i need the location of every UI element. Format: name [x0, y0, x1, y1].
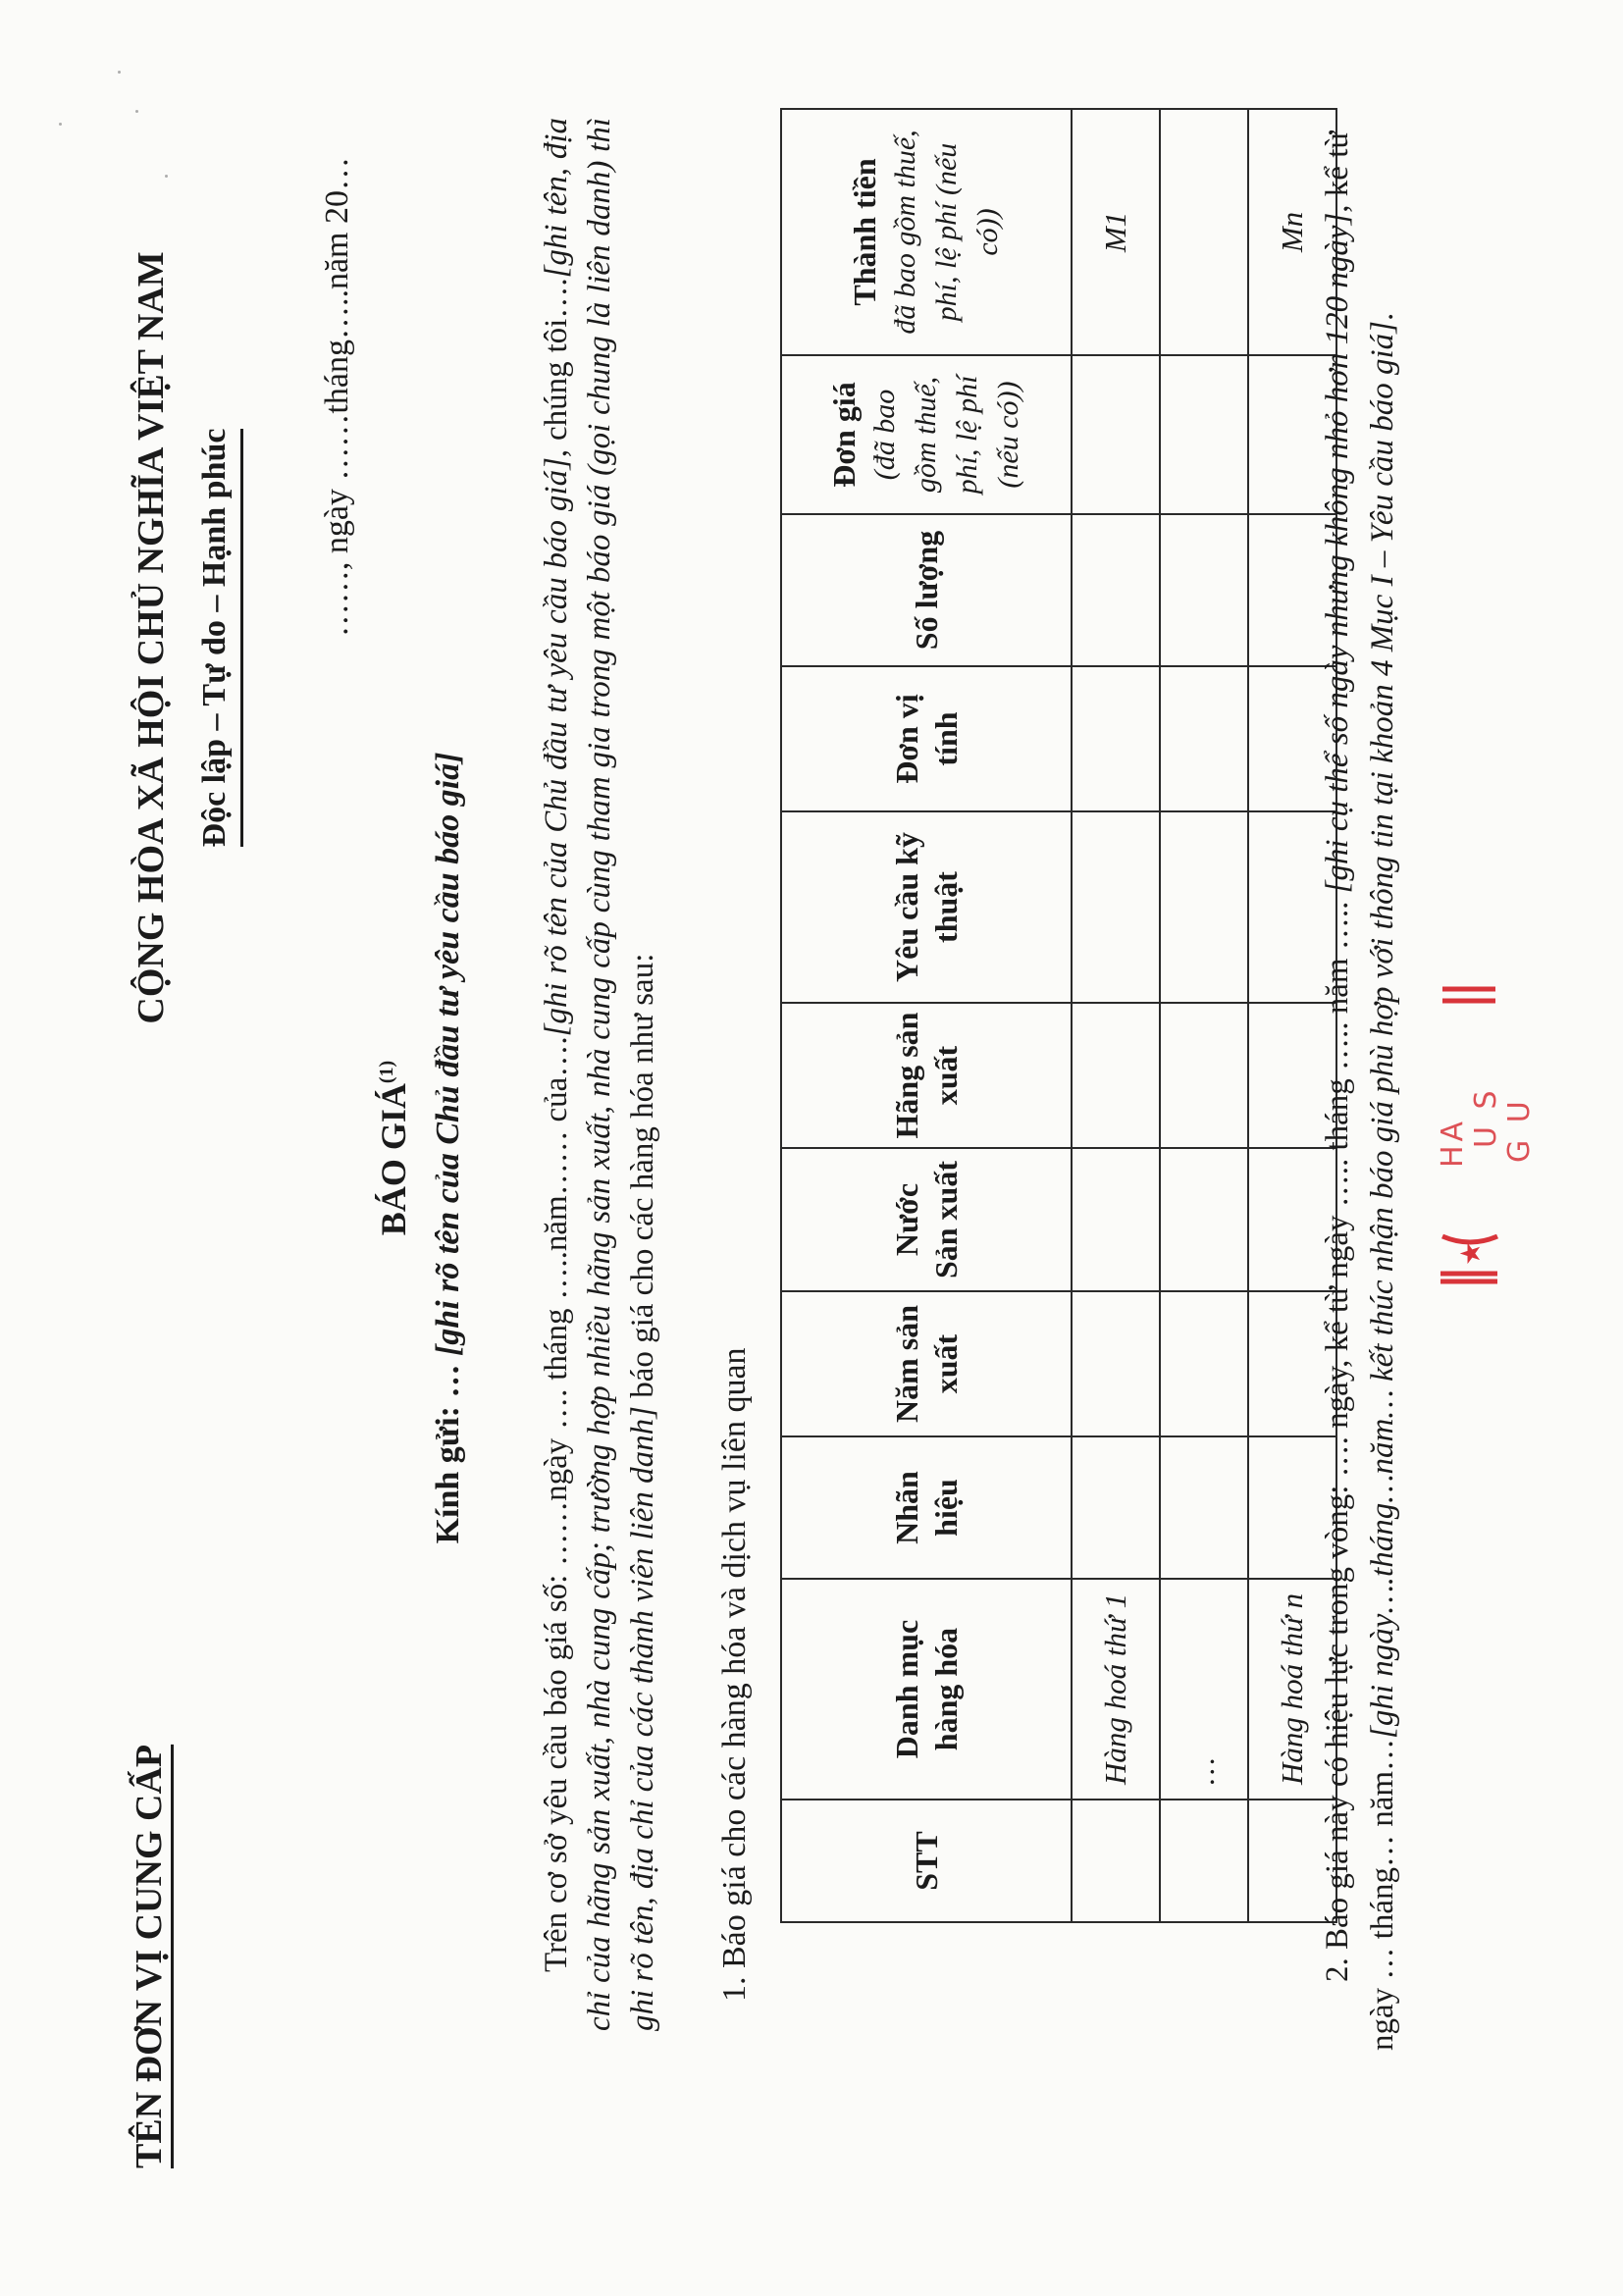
organization-name: TÊN ĐƠN VỊ CUNG CẤP: [129, 1744, 170, 2168]
table-row: [1160, 109, 1248, 1922]
table-row: [1072, 109, 1160, 1922]
header-don-vi: Đơn vị tính: [781, 666, 1072, 811]
recipient-line: Kính gửi: … [ghi rõ tên của Chủ đầu tư yêu cầu báo giá]: [430, 752, 466, 1544]
item-name: Hàng hoá thứ n: [1248, 1579, 1336, 1800]
header-nam-san-xuat: Năm sản xuất: [781, 1291, 1072, 1436]
header-so-luong: Số lượng: [781, 514, 1072, 666]
document-title: BÁO GIÁ$^{(1)}$: [374, 1060, 413, 1236]
item-total: Mn: [1248, 109, 1336, 355]
header-nhan-hieu: Nhãn hiệu: [781, 1436, 1072, 1579]
header-don-gia: Đơn giá (đã bao gồm thuế, phí, lệ phí (nếu có)): [781, 355, 1072, 514]
svg-text:★: ★: [1454, 1240, 1487, 1266]
title-footnote: (1): [376, 1060, 397, 1084]
motto: Độc lập – Tự do – Hạnh phúc: [196, 275, 234, 1001]
header-hang-san-xuat: Hãng sản xuất: [781, 1003, 1072, 1148]
header-stt: STT: [781, 1800, 1072, 1922]
table-header-row: [781, 109, 1072, 1922]
item-name: Hàng hoá thứ 1: [1072, 1579, 1160, 1800]
svg-text:HA: HA: [1436, 1117, 1470, 1168]
header-nuoc-san-xuat: Nước Sản xuất: [781, 1148, 1072, 1291]
header-yeu-cau: Yêu cầu kỹ thuật: [781, 811, 1072, 1003]
svg-text:U S: U S: [1469, 1086, 1503, 1148]
date-line: ……, ngày ……tháng…..năm 20…: [319, 157, 355, 638]
section-1-heading: 1. Báo giá cho các hàng hóa và dịch vụ liên quan: [716, 1347, 753, 2002]
header-thanh-tien: Thành tiền đã bao gồm thuế, phí, lệ phí (nếu có)): [781, 109, 1072, 355]
item-name: …: [1160, 1579, 1248, 1800]
header-danh-muc: Danh mục hàng hóa: [781, 1579, 1072, 1800]
red-stamp-fragment: [1413, 971, 1560, 1295]
national-title: CỘNG HÒA XÃ HỘI CHỦ NGHĨA VIỆT NAM: [131, 251, 172, 1024]
svg-text:G U: G U: [1502, 1097, 1537, 1163]
item-total: [1160, 109, 1248, 355]
quotation-table: [780, 108, 1337, 1923]
intro-paragraph: Trên cơ sở yêu cầu báo giá số: ……ngày …. tháng …..năm…… của….[ghi rõ tên của Chủ đầu tư yêu cầu báo giá], chúng tôi….[ghi tên, địa chỉ của hãng sản xuất, nhà cung cấp; trường hợp nhiều hãng sản xuất, nhà cung cấp cùng tham gia trong một báo giá (gọi chung là liên danh) thì ghi rõ tên, địa chỉ của các thành viên liên danh] báo giá cho các hàng hóa như sau:: [539, 118, 660, 2031]
validity-paragraph: 2. Báo giá này có hiệu lực trong vòng: …. ngày, kể từ ngày ….. tháng ….. năm ….. [ghi cụ thể số ngày nhưng không nhỏ hơn 120 ngày], kể từ ngày … tháng… năm…[ghi ngày….tháng…năm… kết thúc nhận báo giá phù hợp với thông tin tại khoản 4 Mục I – Yêu cầu báo giá].: [1320, 130, 1400, 2051]
item-total: M1: [1072, 109, 1160, 355]
